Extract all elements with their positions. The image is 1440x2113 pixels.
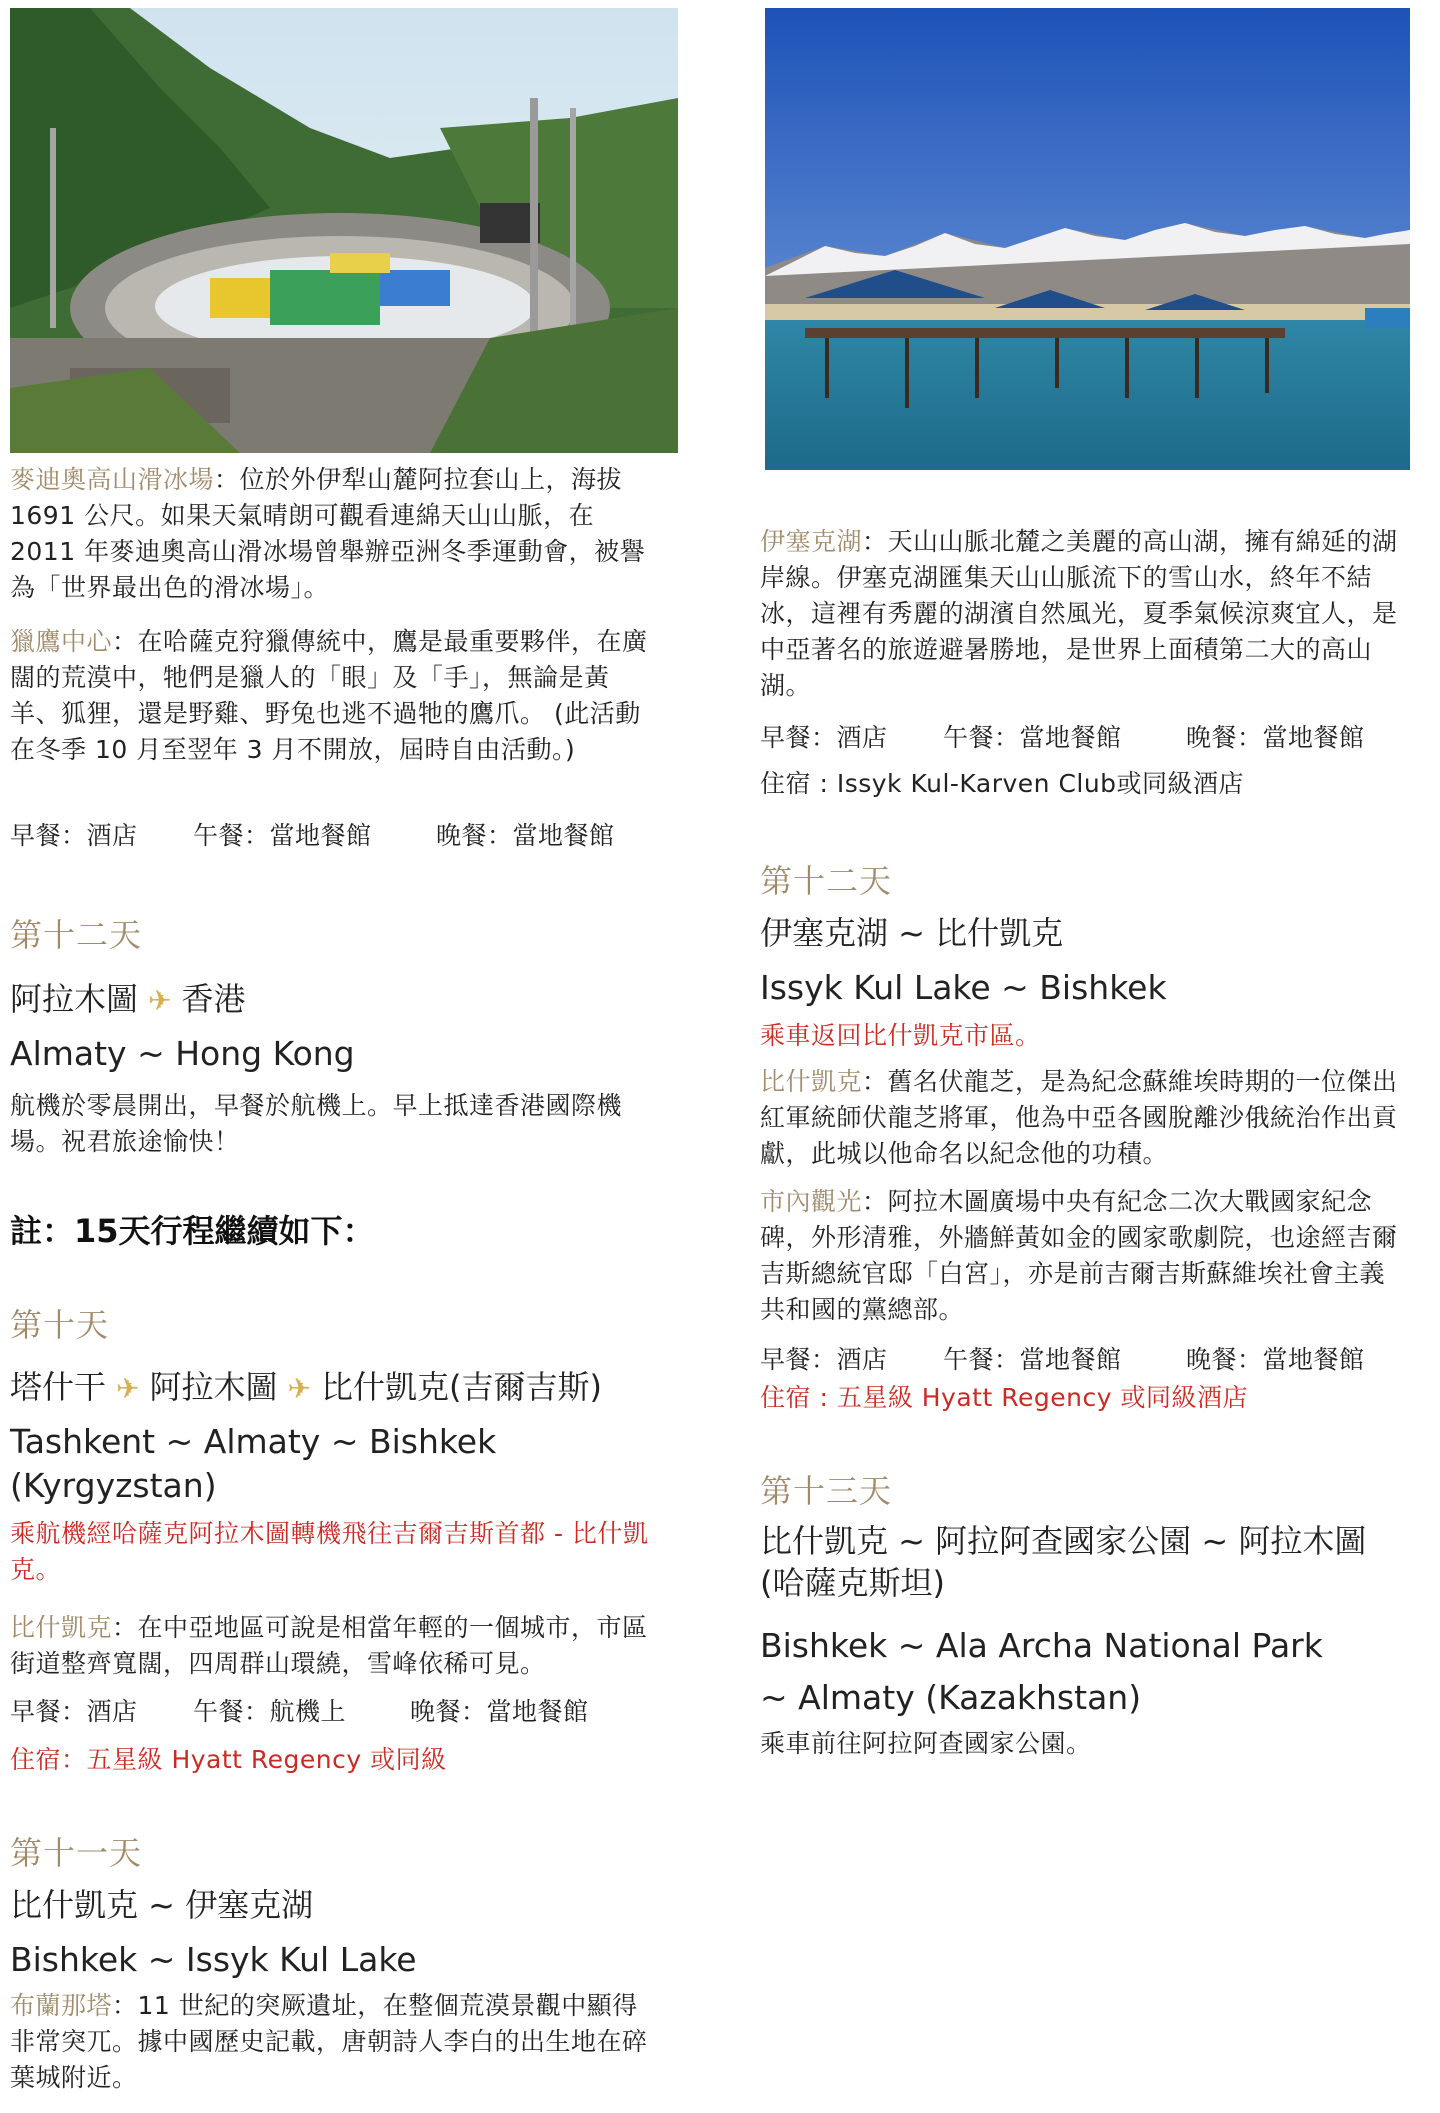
paragraph-text: ：阿拉木圖廣場中央有紀念二次大戰國家紀念碑，外形清雅，外牆鮮黃如金的國家歌劇院，也途經吉爾吉斯總統官邸「白宮」，亦是前吉爾吉斯蘇維埃社會主義共和國的黨總部。 [760,1187,1398,1324]
day-heading: 第十二天 [10,916,143,954]
lunch: 午餐：航機上 [193,1697,347,1726]
itinerary-note: 註：15天行程繼續如下： [10,1212,375,1250]
day-heading: 第十三天 [760,1472,893,1510]
day-heading: 第十天 [10,1306,110,1344]
dinner: 晚餐：當地餐館 [436,821,615,850]
paragraph-text: ：天山山脈北麓之美麗的高山湖，擁有綿延的湖岸線。伊塞克湖匯集天山山脈流下的雪山水，終年不結冰，這裡有秀麗的湖濱自然風光，夏季氣候涼爽宜人，是中亞著名的旅遊避暑勝地，是世界上面積第二大的高山湖。 [760,527,1398,700]
route-line [10,978,655,1022]
paragraph-text: ：舊名伏龍芝，是為紀念蘇維埃時期的一位傑出紅軍統師伏龍芝將軍，他為中亞各國脫離沙俄統治作出貢獻，此城以他命名以紀念他的功積。 [760,1067,1398,1168]
day-heading: 第十二天 [760,862,893,900]
route-english: Bishkek ~ Issyk Kul Lake [10,1940,417,1979]
route-origin: 塔什干 [10,1368,107,1406]
issyk-kul-paragraph [760,524,1410,704]
transport-note: 乘車返回比什凱克市區。 [760,1021,1041,1050]
paragraph-text: ：位於外伊犁山麓阿拉套山上，海拔 1691 公尺。如果天氣晴朗可觀看連綿天山山脈，在 2011 年麥迪奧高山滑冰場曾舉辦亞洲冬季運動會，被譽為「世界最出色的滑冰場」。 [10,465,646,602]
paragraph-text: ：在哈薩克狩獵傳統中，鷹是最重要夥伴，在廣闊的荒漠中，牠們是獵人的「眼」及「手」，無論是黃羊、狐狸，還是野雞、野兔也逃不過牠的鷹爪。 (此活動在冬季 10 月至翌年 3 月不開放，屆時自由活動。) [10,627,648,764]
dinner: 晚餐：當地餐館 [1186,723,1365,752]
airplane-icon: ✈ [287,1372,311,1405]
breakfast: 早餐：酒店 [760,1345,888,1374]
meals-row [760,1342,1410,1378]
hotel-line: 住宿 : 五星級 Hyatt Regency 或同級酒店 [760,1383,1248,1412]
skating-rink-paragraph [10,462,655,606]
keyword: 比什凱克 [760,1067,863,1096]
route-line: 伊塞克湖 ~ 比什凱克 [760,914,1064,952]
breakfast: 早餐：酒店 [760,723,888,752]
lunch: 午餐：當地餐館 [943,723,1122,752]
burana-paragraph [10,1988,655,2096]
keyword: 比什凱克 [10,1613,113,1642]
keyword: 麥迪奧高山滑冰場 [10,465,215,494]
day-description: 航機於零晨開出，早餐於航機上。早上抵達香港國際機場。祝君旅途愉快！ [10,1091,623,1156]
city-tour-paragraph [760,1184,1410,1328]
day-description: 乘車前往阿拉阿查國家公園。 [760,1729,1092,1758]
dinner: 晚餐：當地餐館 [1186,1345,1365,1374]
route-english: Almaty ~ Hong Kong [10,1034,355,1073]
keyword: 獵鷹中心 [10,627,113,656]
route-destination: 香港 [181,980,246,1018]
bishkek-history-paragraph [760,1064,1410,1172]
keyword: 伊塞克湖 [760,527,863,556]
hotel-line: 住宿 : Issyk Kul-Karven Club或同級酒店 [760,769,1245,798]
eagle-center-paragraph [10,624,655,768]
lake-photo [765,8,1410,470]
route-line: 比什凱克 ~ 阿拉阿查國家公園 ~ 阿拉木圖 (哈薩克斯坦) [760,1522,1367,1602]
meals-row [10,818,655,854]
meals-row [760,720,1410,756]
paragraph-text: ：11 世紀的突厥遺址，在整個荒漠景觀中顯得非常突兀。據中國歷史記載，唐朝詩人李白的出生地在碎葉城附近。 [10,1991,648,2092]
hotel-line: 住宿：五星級 Hyatt Regency 或同級 [10,1745,447,1774]
route-line [10,1366,655,1410]
route-line: 比什凱克 ~ 伊塞克湖 [10,1886,314,1924]
lunch: 午餐：當地餐館 [943,1345,1122,1374]
keyword: 布蘭那塔 [10,1991,113,2020]
route-stop: 阿拉木圖 [149,1368,278,1406]
breakfast: 早餐：酒店 [10,1697,138,1726]
route-english: Tashkent ~ Almaty ~ Bishkek (Kyrgyzstan) [10,1422,497,1505]
day-heading: 第十一天 [10,1834,143,1872]
dinner: 晚餐：當地餐館 [410,1697,589,1726]
meals-row [10,1694,655,1730]
stadium-photo [10,8,678,453]
airplane-icon: ✈ [116,1372,140,1405]
keyword: 市內觀光 [760,1187,863,1216]
airplane-icon: ✈ [148,984,172,1017]
route-english: Issyk Kul Lake ~ Bishkek [760,968,1167,1007]
paragraph-text: ：在中亞地區可說是相當年輕的一個城市，市區街道整齊寬闊，四周群山環繞，雪峰依稀可見。 [10,1613,648,1678]
lunch: 午餐：當地餐館 [193,821,372,850]
transport-note: 乘航機經哈薩克阿拉木圖轉機飛往吉爾吉斯首都 - 比什凱克。 [10,1519,649,1584]
route-english: Bishkek ~ Ala Archa National Park ~ Almaty (Kazakhstan) [760,1626,1323,1717]
bishkek-paragraph [10,1610,655,1682]
breakfast: 早餐：酒店 [10,821,138,850]
route-destination: 比什凱克(吉爾吉斯) [320,1368,602,1406]
route-origin: 阿拉木圖 [10,980,139,1018]
